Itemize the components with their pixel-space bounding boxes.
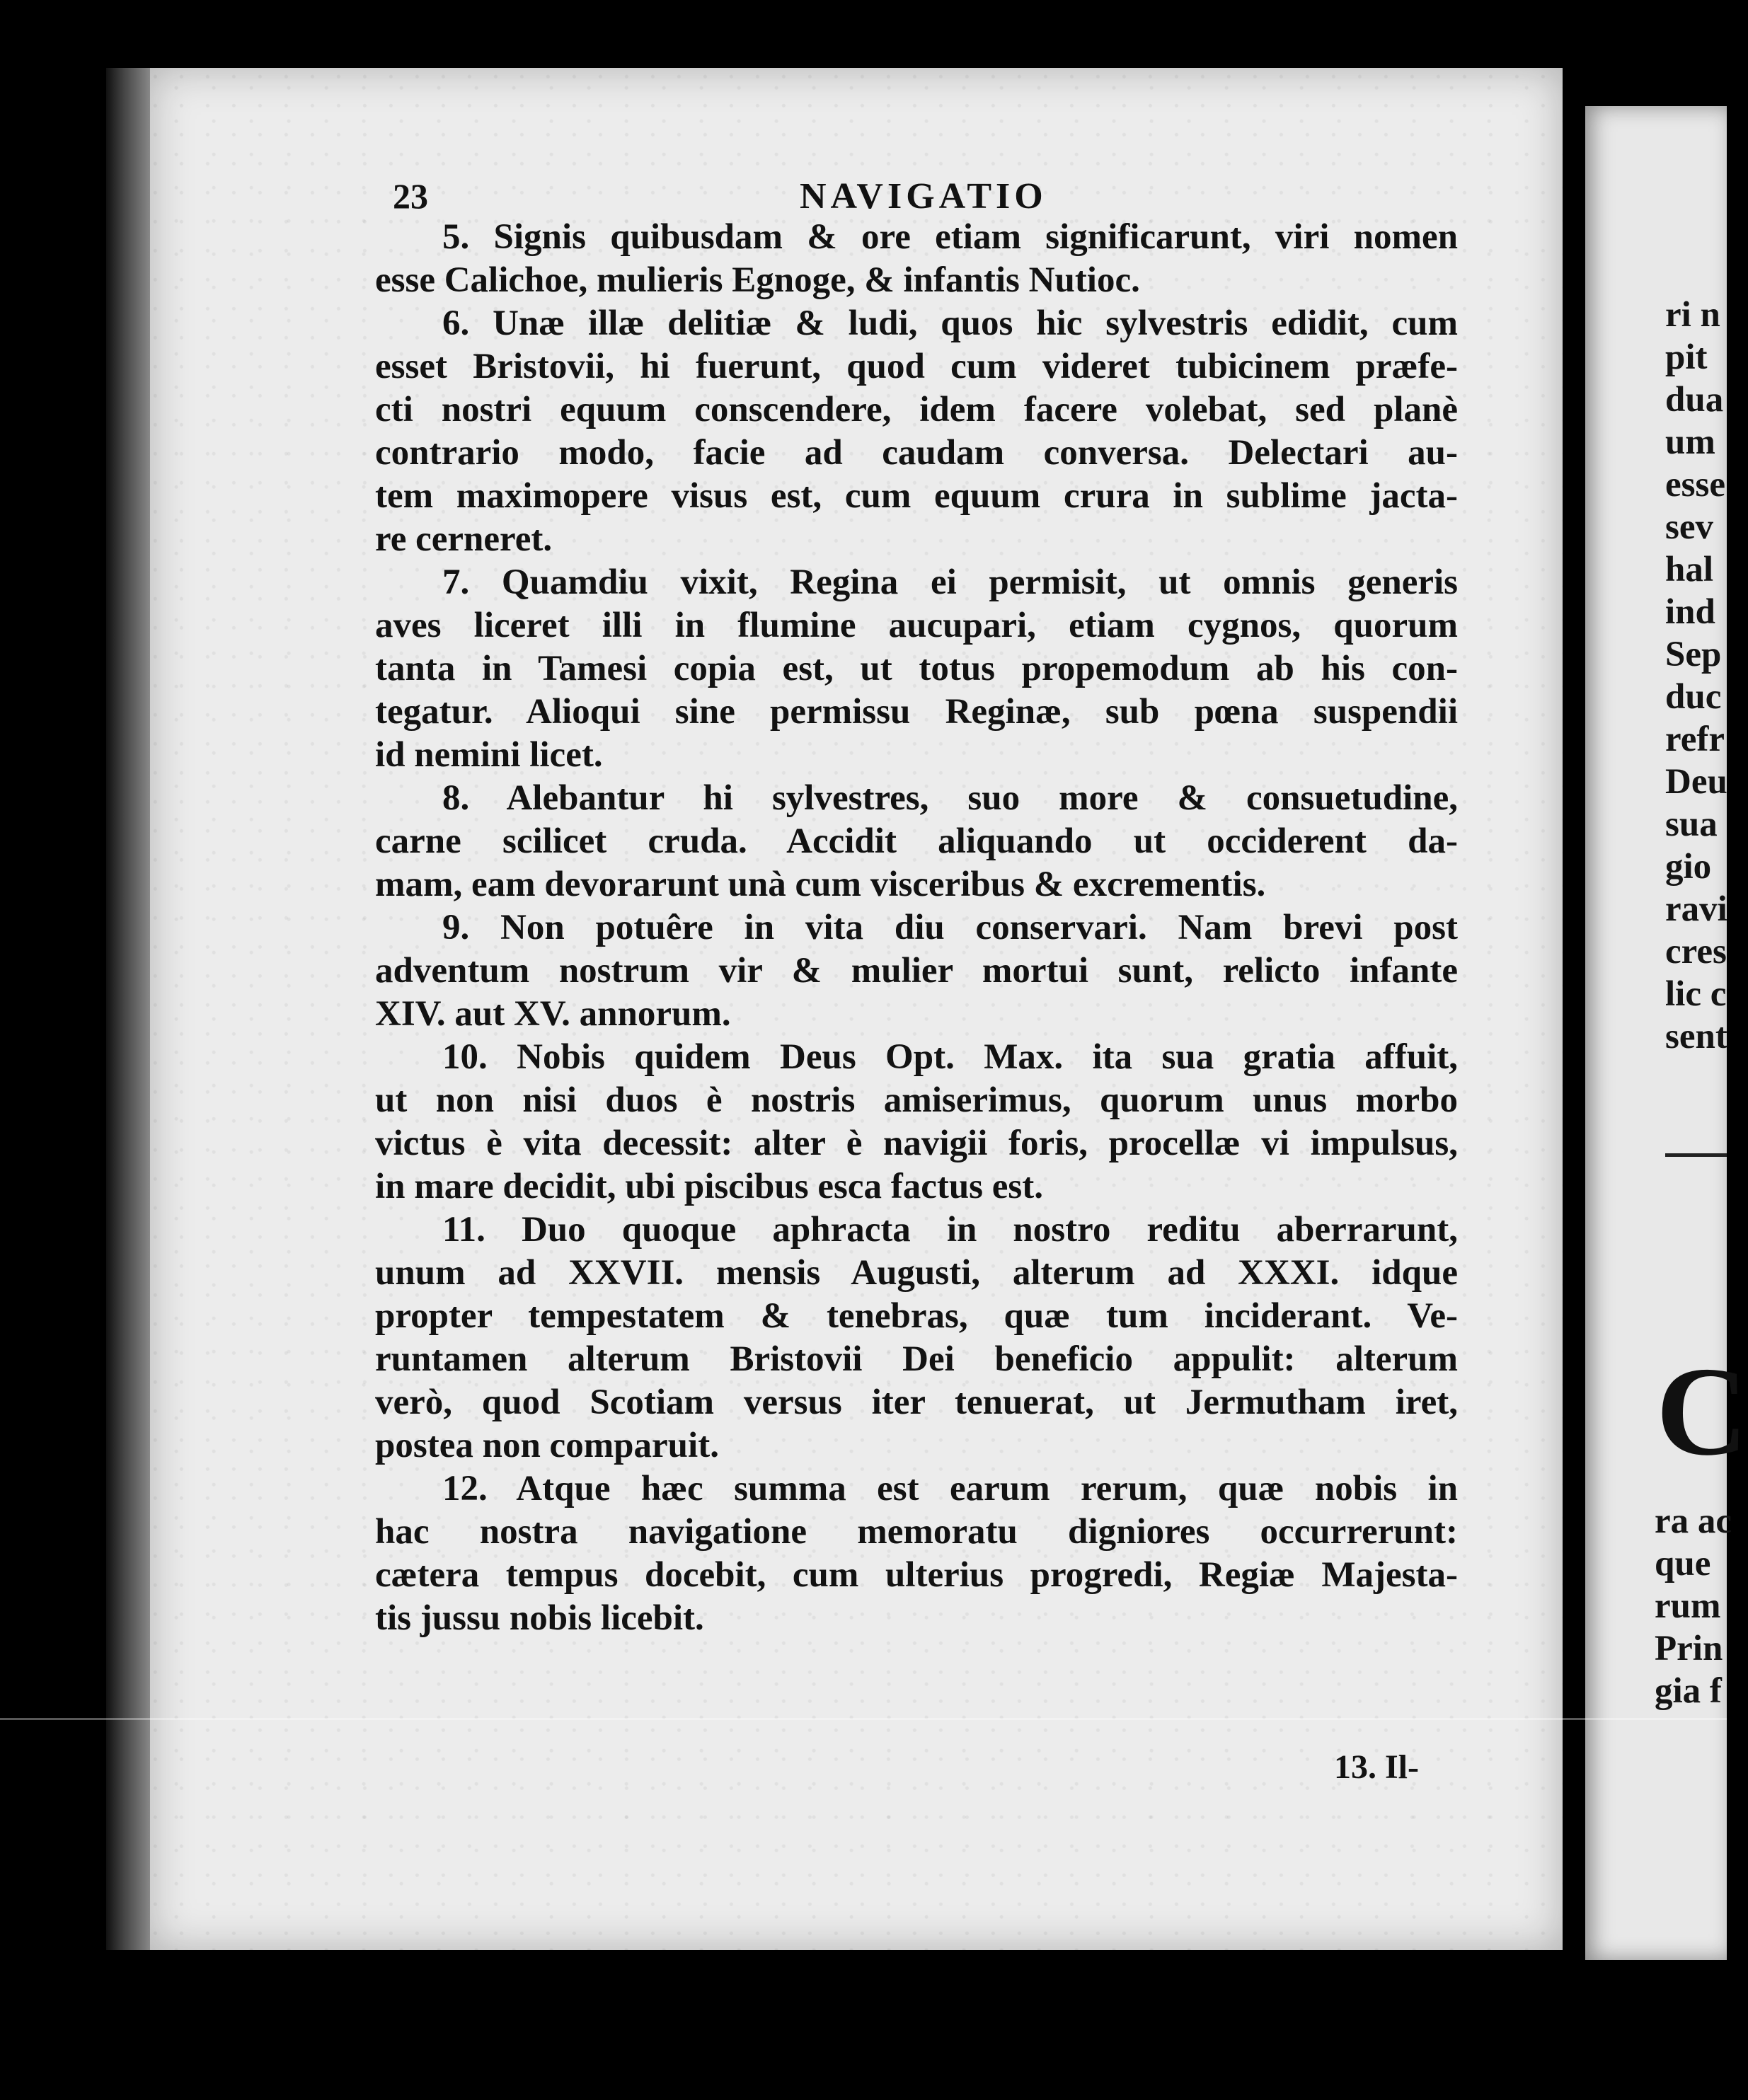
page-number: 23 bbox=[393, 176, 428, 216]
text-line: cti nostri equum conscendere, idem facere volebat, sed planè bbox=[375, 390, 1458, 429]
text-line: cætera tempus docebit, cum ulterius progredi, Regiæ Majesta- bbox=[375, 1555, 1458, 1595]
text-line: ut non nisi duos è nostris amiserimus, quorum unus morbo bbox=[375, 1080, 1458, 1120]
text-line: 6. Unæ illæ delitiæ & ludi, quos hic sylvestris edidit, cum bbox=[442, 304, 1458, 343]
book-binding bbox=[106, 68, 150, 1950]
paragraph bbox=[375, 302, 1458, 561]
facing-page-line: ra ac bbox=[1655, 1501, 1732, 1541]
paragraph bbox=[375, 216, 1458, 302]
text-line: victus è vita decessit: alter è navigii foris, procellæ vi impulsus, bbox=[375, 1124, 1458, 1163]
facing-page-line: esse bbox=[1665, 465, 1725, 504]
paragraph bbox=[375, 561, 1458, 777]
text-line: 8. Alebantur hi sylvestres, suo more & consuetudine, bbox=[442, 778, 1458, 818]
facing-page-rule bbox=[1665, 1153, 1727, 1157]
text-line: 12. Atque hæc summa est earum rerum, quæ nobis in bbox=[442, 1469, 1458, 1508]
facing-page-line: gio bbox=[1665, 847, 1712, 887]
text-line: postea non comparuit. bbox=[375, 1426, 719, 1465]
facing-page-line: dua bbox=[1665, 380, 1724, 420]
facing-page-text-bottom bbox=[1655, 1500, 1732, 1712]
page-header bbox=[393, 175, 1454, 218]
paragraph bbox=[375, 777, 1458, 906]
text-line: 11. Duo quoque aphracta in nostro reditu aberrarunt, bbox=[442, 1210, 1458, 1250]
text-line: 5. Signis quibusdam & ore etiam significarunt, viri nomen bbox=[442, 217, 1458, 257]
facing-page-line: ind bbox=[1665, 592, 1715, 632]
facing-page-line: hal bbox=[1665, 550, 1714, 589]
text-line: 7. Quamdiu vixit, Regina ei permisit, ut omnis generis bbox=[442, 562, 1458, 602]
text-line: 9. Non potuêre in vita diu conservari. Nam brevi post bbox=[442, 908, 1458, 947]
facing-page-line: lic c bbox=[1665, 974, 1727, 1014]
facing-page-line: sua bbox=[1665, 804, 1718, 844]
text-line: tanta in Tamesi copia est, ut totus propemodum ab his con- bbox=[375, 649, 1458, 688]
text-line: aves liceret illi in flumine aucupari, etiam cygnos, quorum bbox=[375, 606, 1458, 645]
text-line: tem maximopere visus est, cum equum crura in sublime jacta- bbox=[375, 476, 1458, 516]
text-line: id nemini licet. bbox=[375, 735, 603, 775]
facing-page-line: pit bbox=[1665, 338, 1708, 377]
text-line: re cerneret. bbox=[375, 519, 553, 559]
text-line: tegatur. Alioqui sine permissu Reginæ, sub pœna suspendii bbox=[375, 692, 1458, 732]
facing-page-line: sev bbox=[1665, 507, 1713, 547]
facing-page-line: que bbox=[1655, 1544, 1711, 1583]
text-line: propter tempestatem & tenebras, quæ tum inciderant. Ve- bbox=[375, 1296, 1458, 1336]
catchword: 13. Il- bbox=[1334, 1748, 1419, 1786]
facing-page-line: gia f bbox=[1655, 1671, 1722, 1711]
text-line: carne scilicet cruda. Accidit aliquando ut occiderent da- bbox=[375, 821, 1458, 861]
facing-page-line: um bbox=[1665, 422, 1715, 462]
text-line: unum ad XXVII. mensis Augusti, alterum ad XXXI. idque bbox=[375, 1253, 1458, 1293]
text-line: verò, quod Scotiam versus iter tenuerat, ut Jermutham iret, bbox=[375, 1383, 1458, 1422]
running-head: NAVIGATIO bbox=[800, 176, 1047, 217]
facing-page-line: cres bbox=[1665, 932, 1727, 971]
facing-page-line: rum bbox=[1655, 1586, 1721, 1626]
facing-page-text-top bbox=[1665, 294, 1729, 1058]
text-line: tis jussu nobis licebit. bbox=[375, 1598, 704, 1638]
facing-page-line: duc bbox=[1665, 677, 1722, 717]
body-text bbox=[375, 216, 1458, 1640]
text-line: adventum nostrum vir & mulier mortui sunt, relicto infante bbox=[375, 951, 1458, 991]
text-line: esset Bristovii, hi fuerunt, quod cum videret tubicinem præfe- bbox=[375, 347, 1458, 386]
facing-page-line: refr bbox=[1665, 720, 1725, 759]
facing-page-line: Sep bbox=[1665, 635, 1722, 674]
facing-page-line: sent bbox=[1665, 1017, 1727, 1056]
facing-page-line: Prin bbox=[1655, 1629, 1723, 1668]
text-line: in mare decidit, ubi piscibus esca factus est. bbox=[375, 1167, 1043, 1206]
text-line: XIV. aut XV. annorum. bbox=[375, 994, 731, 1034]
text-line: 10. Nobis quidem Deus Opt. Max. ita sua gratia affuit, bbox=[442, 1037, 1458, 1077]
paragraph bbox=[375, 1467, 1458, 1640]
text-line: mam, eam devorarunt unà cum visceribus & excrementis. bbox=[375, 865, 1266, 904]
scan-artifact-line bbox=[0, 1718, 1727, 1720]
facing-page-initial: C bbox=[1656, 1341, 1748, 1482]
text-line: contrario modo, facie ad caudam conversa. Delectari au- bbox=[375, 433, 1458, 473]
text-line: runtamen alterum Bristovii Dei beneficio appulit: alterum bbox=[375, 1339, 1458, 1379]
paragraph bbox=[375, 1208, 1458, 1467]
page-gutter bbox=[1563, 68, 1585, 1950]
facing-page-line: Deu bbox=[1665, 762, 1727, 802]
paragraph bbox=[375, 906, 1458, 1036]
text-line: hac nostra navigatione memoratu digniores occurrerunt: bbox=[375, 1512, 1458, 1552]
facing-page-line: ri n bbox=[1665, 295, 1720, 335]
paragraph bbox=[375, 1036, 1458, 1208]
text-line: esse Calichoe, mulieris Egnoge, & infantis Nutioc. bbox=[375, 260, 1140, 300]
facing-page-line: ravi bbox=[1665, 889, 1727, 929]
